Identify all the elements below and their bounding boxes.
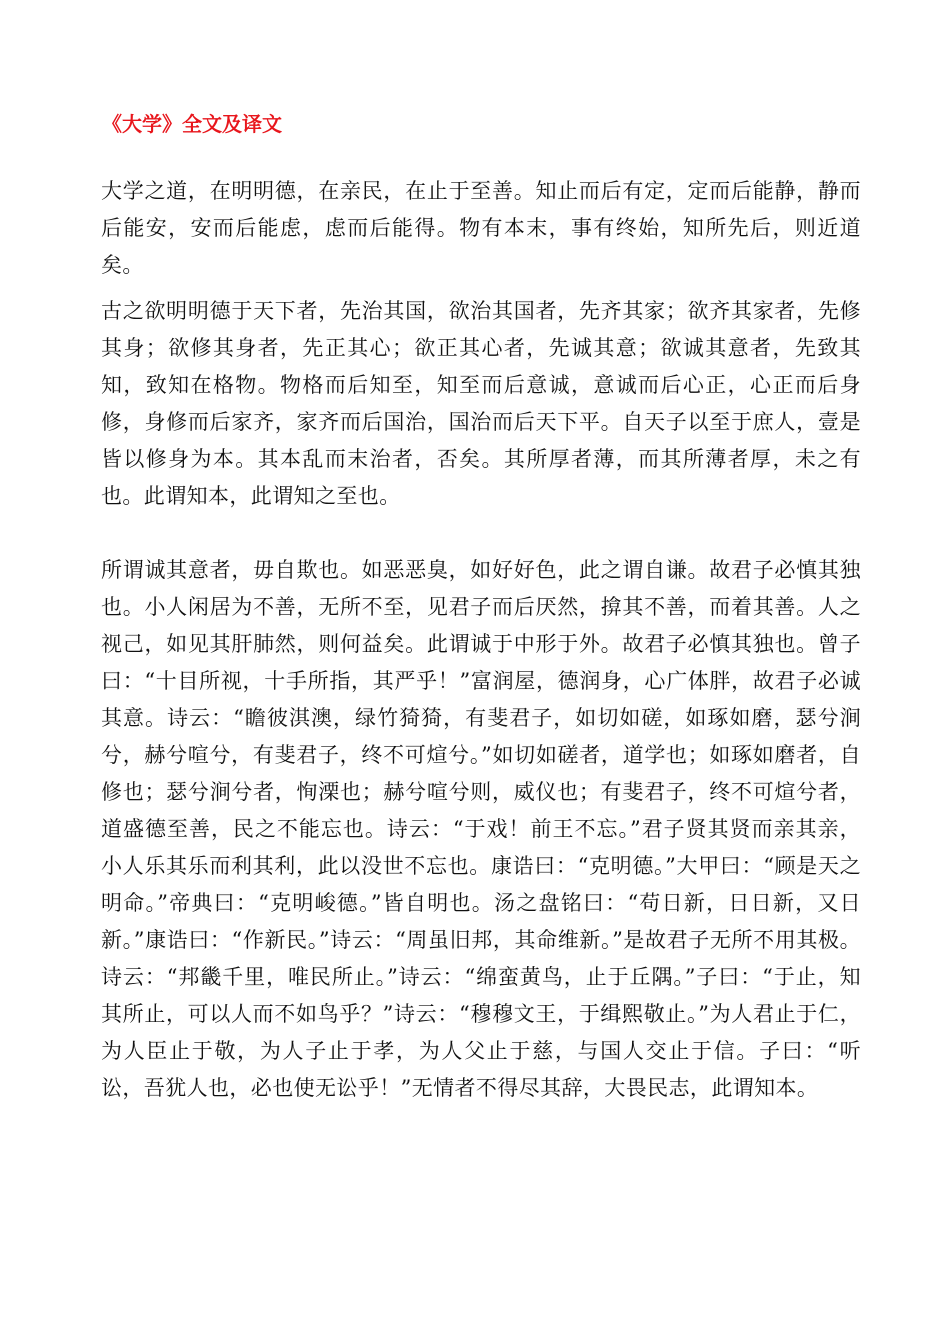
paragraph-2: 古之欲明明德于天下者，先治其国，欲治其国者，先齐其家；欲齐其家者，先修其身；欲修其身者，先正其心；欲正其心者，先诚其意；欲诚其意者，先致其知，致知在格物。物格而后知至，知至而后意诚，意诚而后心正，心正而后身修，身修而后家齐，家齐而后国治，国治而后天下平。自天子以至于庶人，壹是皆以修身为本。其本乱而末治者，否矣。其所厚者薄，而其所薄者厚，未之有也。此谓知本，此谓知之至也。 bbox=[101, 299, 861, 508]
paragraph-3: 所谓诚其意者，毋自欺也。如恶恶臭，如好好色，此之谓自谦。故君子必慎其独也。小人闲居为不善，无所不至，见君子而后厌然，揜其不善，而着其善。人之视己，如见其肝肺然，则何益矣。此谓诚于中形于外。故君子必慎其独也。曾子曰：“十目所视，十手所指，其严乎！”富润屋，德润身，心广体胖，故君子必诚其意。诗云：“瞻彼淇澳，绿竹猗猗，有斐君子，如切如磋，如琢如磨，瑟兮涧兮，赫兮喧兮，有斐君子，终不可煊兮。”如切如磋者，道学也；如琢如磨者，自修也；瑟兮涧兮者，恂溧也；赫兮喧兮则，威仪也；有斐君子，终不可煊兮者，道盛德至善，民之不能忘也。诗云：“于戏！前王不忘。”君子贤其贤而亲其亲，小人乐其乐而利其利，此以没世不忘也。康诰曰：“克明德。”大甲曰：“顾是天之明命。”帝典曰：“克明峻德。”皆自明也。汤之盘铭曰：“苟日新，日日新，又日新。”康诰曰：“作新民。”诗云：“周虽旧邦，其命维新。”是故君子无所不用其极。诗云：“邦畿千里，唯民所止。”诗云：“绵蛮黄鸟，止于丘隅。”子曰：“于止，知其所止，可以人而不如鸟乎？”诗云：“穆穆文王，于缉熙敬止。”为人君止于仁，为人臣止于敬，为人子止于孝，为人父止于慈，与国人交止于信。子曰：“听讼，吾犹人也，必也使无讼乎！”无情者不得尽其辞，大畏民志，此谓知本。 bbox=[101, 558, 861, 1100]
document-title: 《大学》全文及译文 bbox=[102, 112, 282, 136]
paragraph-1: 大学之道，在明明德，在亲民，在止于至善。知止而后有定，定而后能静，静而后能安，安而后能虑，虑而后能得。物有本末，事有终始，知所先后，则近道矣。 bbox=[101, 179, 861, 277]
